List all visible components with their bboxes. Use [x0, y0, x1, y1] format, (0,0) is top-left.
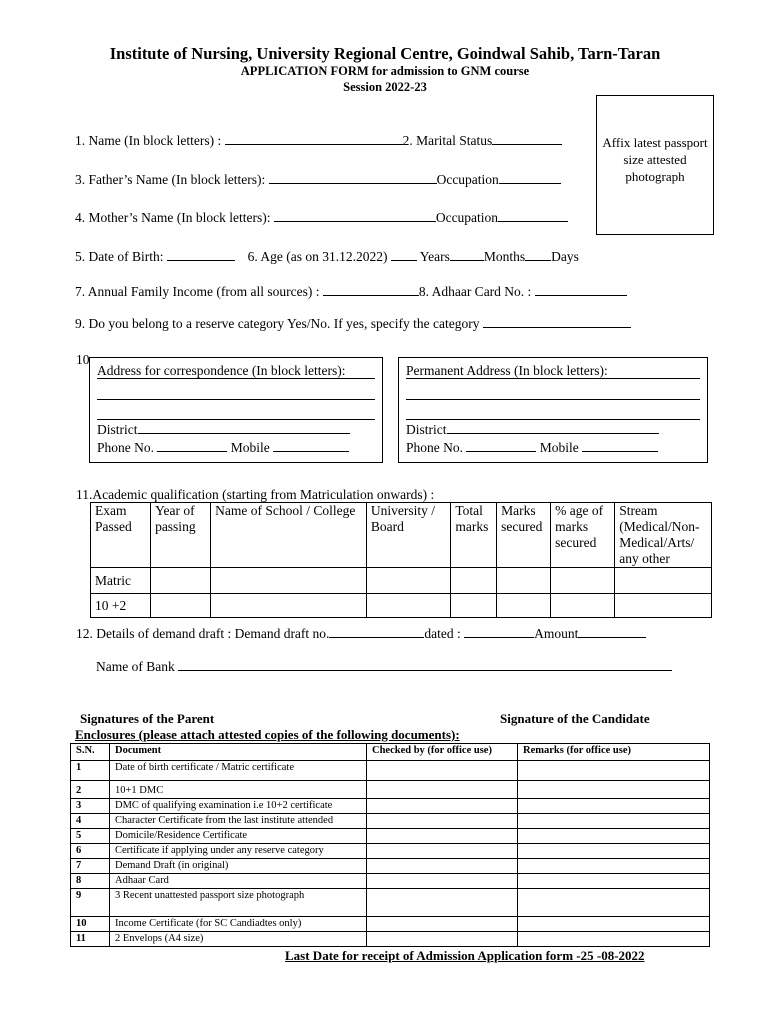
table-row	[91, 568, 712, 594]
table-cell[interactable]	[518, 799, 710, 814]
table-cell[interactable]	[367, 874, 518, 889]
table-cell[interactable]	[211, 568, 367, 594]
permanent-address-title: Permanent Address (In block letters):	[406, 363, 608, 378]
table-cell[interactable]	[367, 829, 518, 844]
table-cell[interactable]	[211, 594, 367, 618]
age-days-input-line[interactable]	[525, 249, 551, 261]
permanent-address-line-2[interactable]	[406, 419, 700, 420]
aadhaar-input-line[interactable]	[535, 284, 627, 296]
table-cell[interactable]	[367, 932, 518, 947]
correspondence-address-line-1[interactable]	[97, 399, 375, 400]
demand-draft-field[interactable]: 12. Details of demand draft : Demand draft no. dated : Amount	[76, 626, 646, 642]
table-row: 7 Demand Draft (in original)	[71, 859, 710, 874]
col-percentage: % age of marks secured	[551, 503, 615, 568]
table-cell[interactable]	[518, 917, 710, 932]
parent-signature-label: Signatures of the Parent	[80, 711, 215, 726]
table-cell[interactable]	[367, 781, 518, 799]
col-exam-passed: Exam Passed	[91, 503, 151, 568]
table-cell[interactable]	[615, 594, 712, 618]
table-cell[interactable]	[615, 568, 712, 594]
reserve-category-field[interactable]: 9. Do you belong to a reserve category Yes/No. If yes, specify the category	[75, 316, 631, 332]
last-date-note: Last Date for receipt of Admission Application form -25 -08-2022	[285, 948, 645, 963]
name-field[interactable]: 1. Name (In block letters) : 2. Marital Status	[75, 133, 562, 149]
col-remarks: Remarks (for office use)	[518, 744, 710, 761]
enclosures-title: Enclosures (please attach attested copies of the following documents):	[75, 727, 460, 742]
age-years-input-line[interactable]	[391, 249, 417, 261]
table-row: 3 DMC of qualifying examination i.e 10+2 certificate	[71, 799, 710, 814]
candidate-signature-label: Signature of the Candidate	[500, 711, 650, 726]
table-cell[interactable]	[551, 594, 615, 618]
table-cell[interactable]	[367, 844, 518, 859]
correspondence-address-box[interactable]	[89, 357, 383, 463]
table-row: 4 Character Certificate from the last institute attended	[71, 814, 710, 829]
dd-number-input-line[interactable]	[329, 626, 424, 638]
table-row: 5 Domicile/Residence Certificate	[71, 829, 710, 844]
table-cell[interactable]	[367, 859, 518, 874]
table-row: 1 Date of birth certificate / Matric certificate	[71, 761, 710, 781]
form-title: APPLICATION FORM for admission to GNM course	[240, 64, 530, 78]
dob-age-field[interactable]: 5. Date of Birth: 6. Age (as on 31.12.2022) Years Months Days	[75, 249, 579, 264]
bank-name-input-line[interactable]	[178, 659, 672, 671]
table-cell[interactable]	[518, 859, 710, 874]
table-row: 10 Income Certificate (for SC Candiadtes only)	[71, 917, 710, 932]
table-cell[interactable]	[518, 844, 710, 859]
marital-status-input-line[interactable]	[492, 133, 562, 145]
table-cell[interactable]	[551, 568, 615, 594]
table-row: 2 10+1 DMC	[71, 781, 710, 799]
col-checked-by: Checked by (for office use)	[367, 744, 518, 761]
table-cell[interactable]	[497, 568, 551, 594]
photo-box: Affix latest passport size attested photograph	[596, 95, 714, 235]
row-matric-label: Matric	[91, 568, 151, 594]
table-cell[interactable]	[451, 594, 497, 618]
permanent-address-box[interactable]	[398, 357, 708, 463]
table-row: 9 3 Recent unattested passport size photograph	[71, 889, 710, 917]
table-cell[interactable]	[367, 917, 518, 932]
table-cell[interactable]	[151, 594, 211, 618]
dd-amount-input-line[interactable]	[578, 626, 646, 638]
correspondence-address-line-2[interactable]	[97, 419, 375, 420]
col-year-of-passing: Year of passing	[151, 503, 211, 568]
academic-table	[90, 502, 712, 618]
table-cell[interactable]	[367, 761, 518, 781]
correspondence-address-title: Address for correspondence (In block letters):	[97, 363, 346, 378]
col-university-board: University / Board	[366, 503, 450, 568]
table-cell[interactable]	[518, 829, 710, 844]
table-cell[interactable]	[518, 761, 710, 781]
table-cell[interactable]	[518, 874, 710, 889]
table-cell[interactable]	[366, 568, 450, 594]
father-occupation-input-line[interactable]	[499, 172, 561, 184]
mother-name-input-line[interactable]	[274, 210, 436, 222]
mother-occupation-input-line[interactable]	[498, 210, 568, 222]
correspondence-district[interactable]: District	[97, 422, 350, 438]
table-cell[interactable]	[151, 568, 211, 594]
table-cell[interactable]	[518, 932, 710, 947]
income-aadhaar-field[interactable]: 7. Annual Family Income (from all sources) : 8. Adhaar Card No. :	[75, 284, 627, 300]
table-row: 11 2 Envelops (A4 size)	[71, 932, 710, 947]
table-cell[interactable]	[451, 568, 497, 594]
mother-name-field[interactable]: 4. Mother’s Name (In block letters): Occupation	[75, 210, 568, 226]
academic-title: 11.Academic qualification (starting from Matriculation onwards) :	[76, 487, 435, 502]
table-cell[interactable]	[366, 594, 450, 618]
name-input-line[interactable]	[225, 133, 403, 145]
permanent-address-line-1[interactable]	[406, 399, 700, 400]
table-row: 8 Adhaar Card	[71, 874, 710, 889]
enclosures-table	[70, 743, 710, 947]
age-months-input-line[interactable]	[450, 249, 484, 261]
table-cell[interactable]	[367, 814, 518, 829]
dob-input-line[interactable]	[167, 249, 235, 261]
session-label: Session 2022-23	[343, 80, 427, 94]
col-total-marks: Total marks	[451, 503, 497, 568]
institute-title: Institute of Nursing, University Regional Centre, Goindwal Sahib, Tarn-Taran	[109, 44, 661, 63]
address-question-number: 10	[76, 352, 90, 367]
table-cell[interactable]	[497, 594, 551, 618]
col-school-college: Name of School / College	[211, 503, 367, 568]
permanent-district[interactable]: District	[406, 422, 659, 438]
col-document: Document	[110, 744, 367, 761]
father-name-input-line[interactable]	[269, 172, 437, 184]
table-cell[interactable]	[518, 781, 710, 799]
col-stream: Stream (Medical/Non-Medical/Arts/ any other	[615, 503, 712, 568]
table-cell[interactable]	[518, 814, 710, 829]
table-row: 6 Certificate if applying under any reserve category	[71, 844, 710, 859]
bank-name-field[interactable]: Name of Bank	[96, 659, 672, 675]
table-row	[91, 594, 712, 618]
table-cell[interactable]	[367, 799, 518, 814]
reserve-category-input-line[interactable]	[483, 316, 631, 328]
correspondence-phone[interactable]: Phone No. Mobile	[97, 440, 349, 456]
col-marks-secured: Marks secured	[497, 503, 551, 568]
table-cell[interactable]	[518, 889, 710, 917]
row-plus-two-label: 10 +2	[91, 594, 151, 618]
father-name-field[interactable]: 3. Father’s Name (In block letters): Occupation	[75, 172, 561, 188]
dd-date-input-line[interactable]	[464, 626, 534, 638]
col-sn: S.N.	[71, 744, 110, 761]
permanent-phone[interactable]: Phone No. Mobile	[406, 440, 658, 456]
table-cell[interactable]	[367, 889, 518, 917]
income-input-line[interactable]	[323, 284, 419, 296]
